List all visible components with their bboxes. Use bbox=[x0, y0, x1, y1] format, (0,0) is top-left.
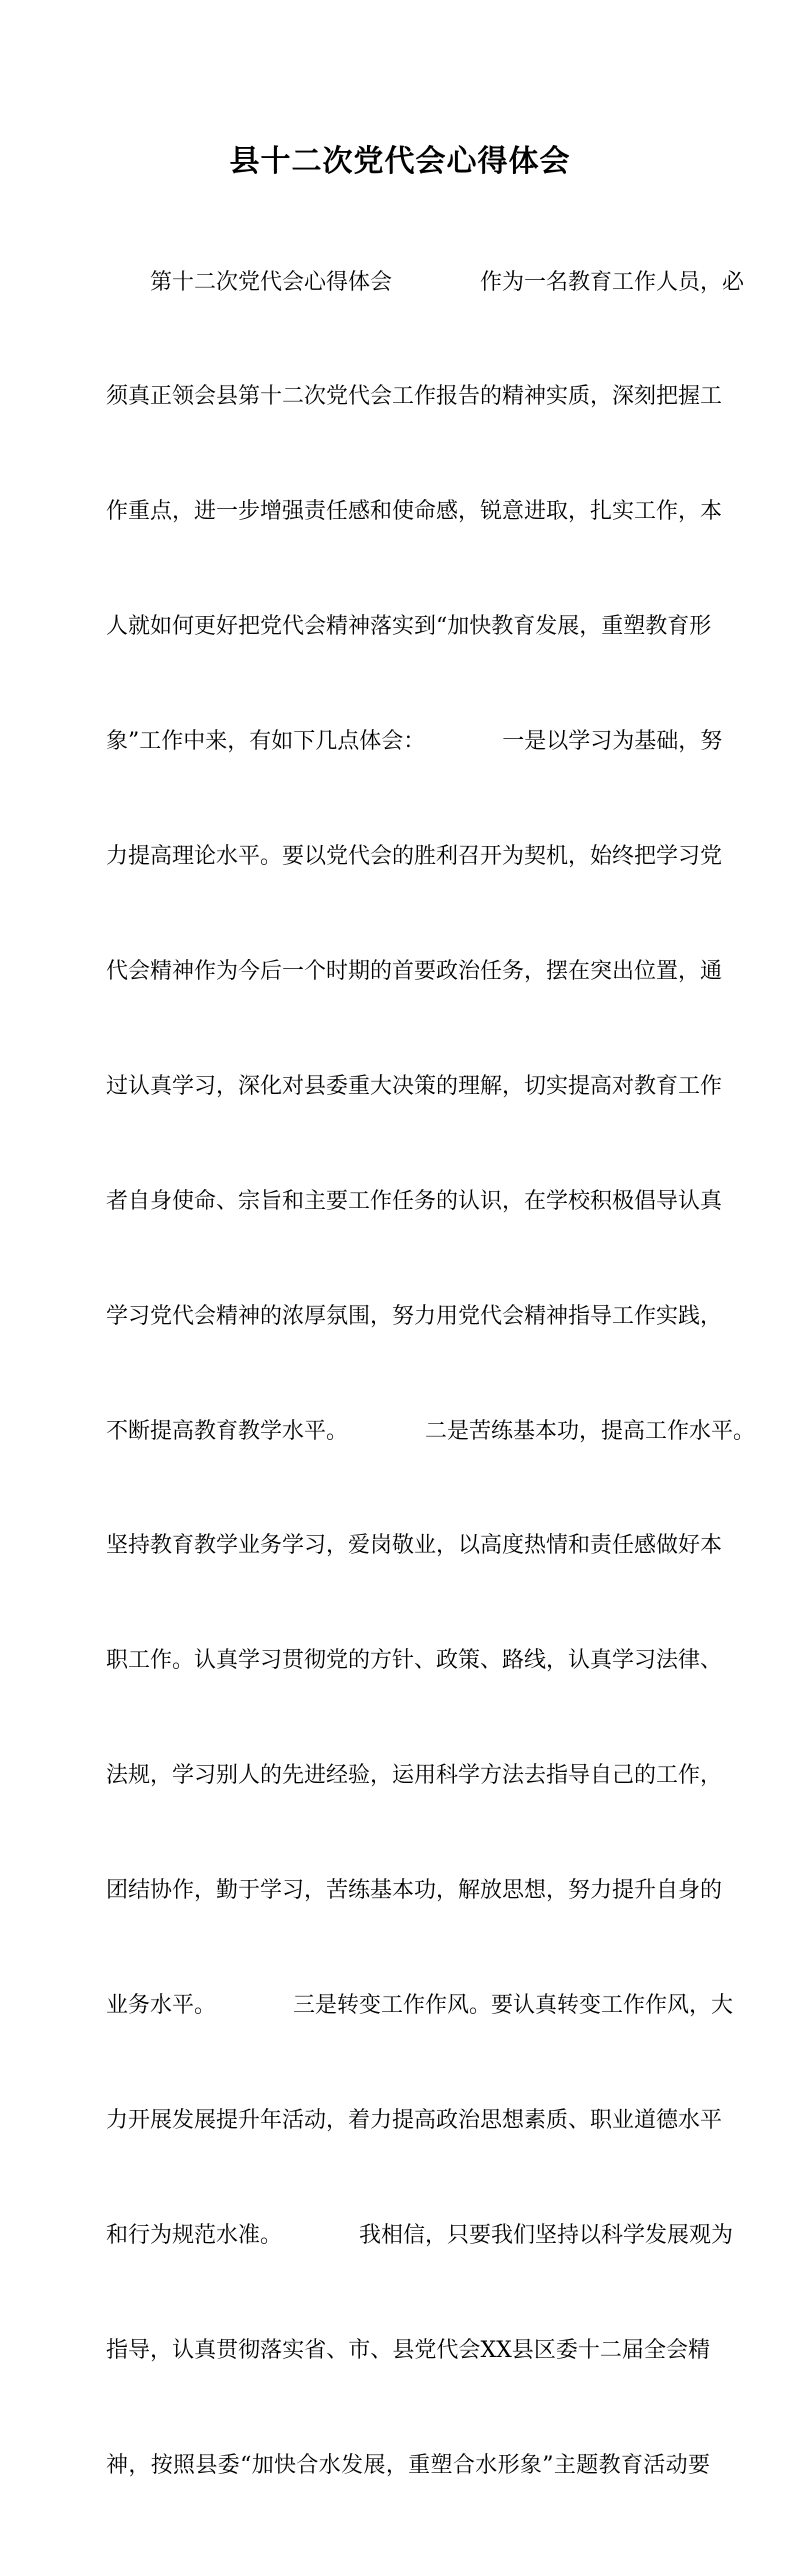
body-line: 不断提高教育教学水平。 二是苦练基本功，提高工作水平。 bbox=[106, 1418, 756, 1444]
body-line: 者自身使命、宗旨和主要工作任务的认识，在学校积极倡导认真 bbox=[106, 1188, 723, 1214]
body-line: 学习党代会精神的浓厚氛围，努力用党代会精神指导工作实践， bbox=[106, 1303, 723, 1329]
body-line: 坚持教育教学业务学习，爱岗敬业，以高度热情和责任感做好本 bbox=[106, 1533, 723, 1559]
body-line: 力开展发展提升年活动，着力提高政治思想素质、职业道德水平 bbox=[106, 2107, 723, 2133]
document-title: 县十二次党代会心得体会 bbox=[229, 144, 571, 179]
body-line: 过认真学习，深化对县委重大决策的理解，切实提高对教育工作 bbox=[106, 1073, 723, 1099]
body-line: 指导，认真贯彻落实省、市、县党代会XX县区委十二届全会精 bbox=[106, 2337, 710, 2363]
body-line: 力提高理论水平。要以党代会的胜利召开为契机，始终把学习党 bbox=[106, 844, 723, 870]
body-line: 法规，学习别人的先进经验，运用科学方法去指导自己的工作， bbox=[106, 1763, 723, 1789]
body-line: 须真正领会县第十二次党代会工作报告的精神实质，深刻把握工 bbox=[106, 384, 723, 410]
body-line: 和行为规范水准。 我相信，只要我们坚持以科学发展观为 bbox=[106, 2222, 734, 2248]
body-line: 人就如何更好把党代会精神落实到“加快教育发展，重塑教育形 bbox=[106, 614, 712, 640]
body-line: 职工作。认真学习贯彻党的方针、政策、路线，认真学习法律、 bbox=[106, 1648, 723, 1674]
body-line: 第十二次党代会心得体会 作为一名教育工作人员，必 bbox=[106, 269, 745, 295]
body-line: 代会精神作为今后一个时期的首要政治任务，摆在突出位置，通 bbox=[106, 958, 723, 984]
body-line: 神，按照县委“加快合水发展，重塑合水形象”主题教育活动要 bbox=[106, 2452, 710, 2478]
document-body bbox=[106, 187, 756, 2561]
body-line: 团结协作，勤于学习，苦练基本功，解放思想，努力提升自身的 bbox=[106, 1878, 723, 1904]
body-line: 象”工作中来，有如下几点体会： 一是以学习为基础，努 bbox=[106, 729, 723, 755]
body-line: 业务水平。 三是转变工作作风。要认真转变工作作风，大 bbox=[106, 1992, 734, 2018]
body-line: 作重点，进一步增强责任感和使命感，锐意进取，扎实工作，本 bbox=[106, 499, 723, 525]
